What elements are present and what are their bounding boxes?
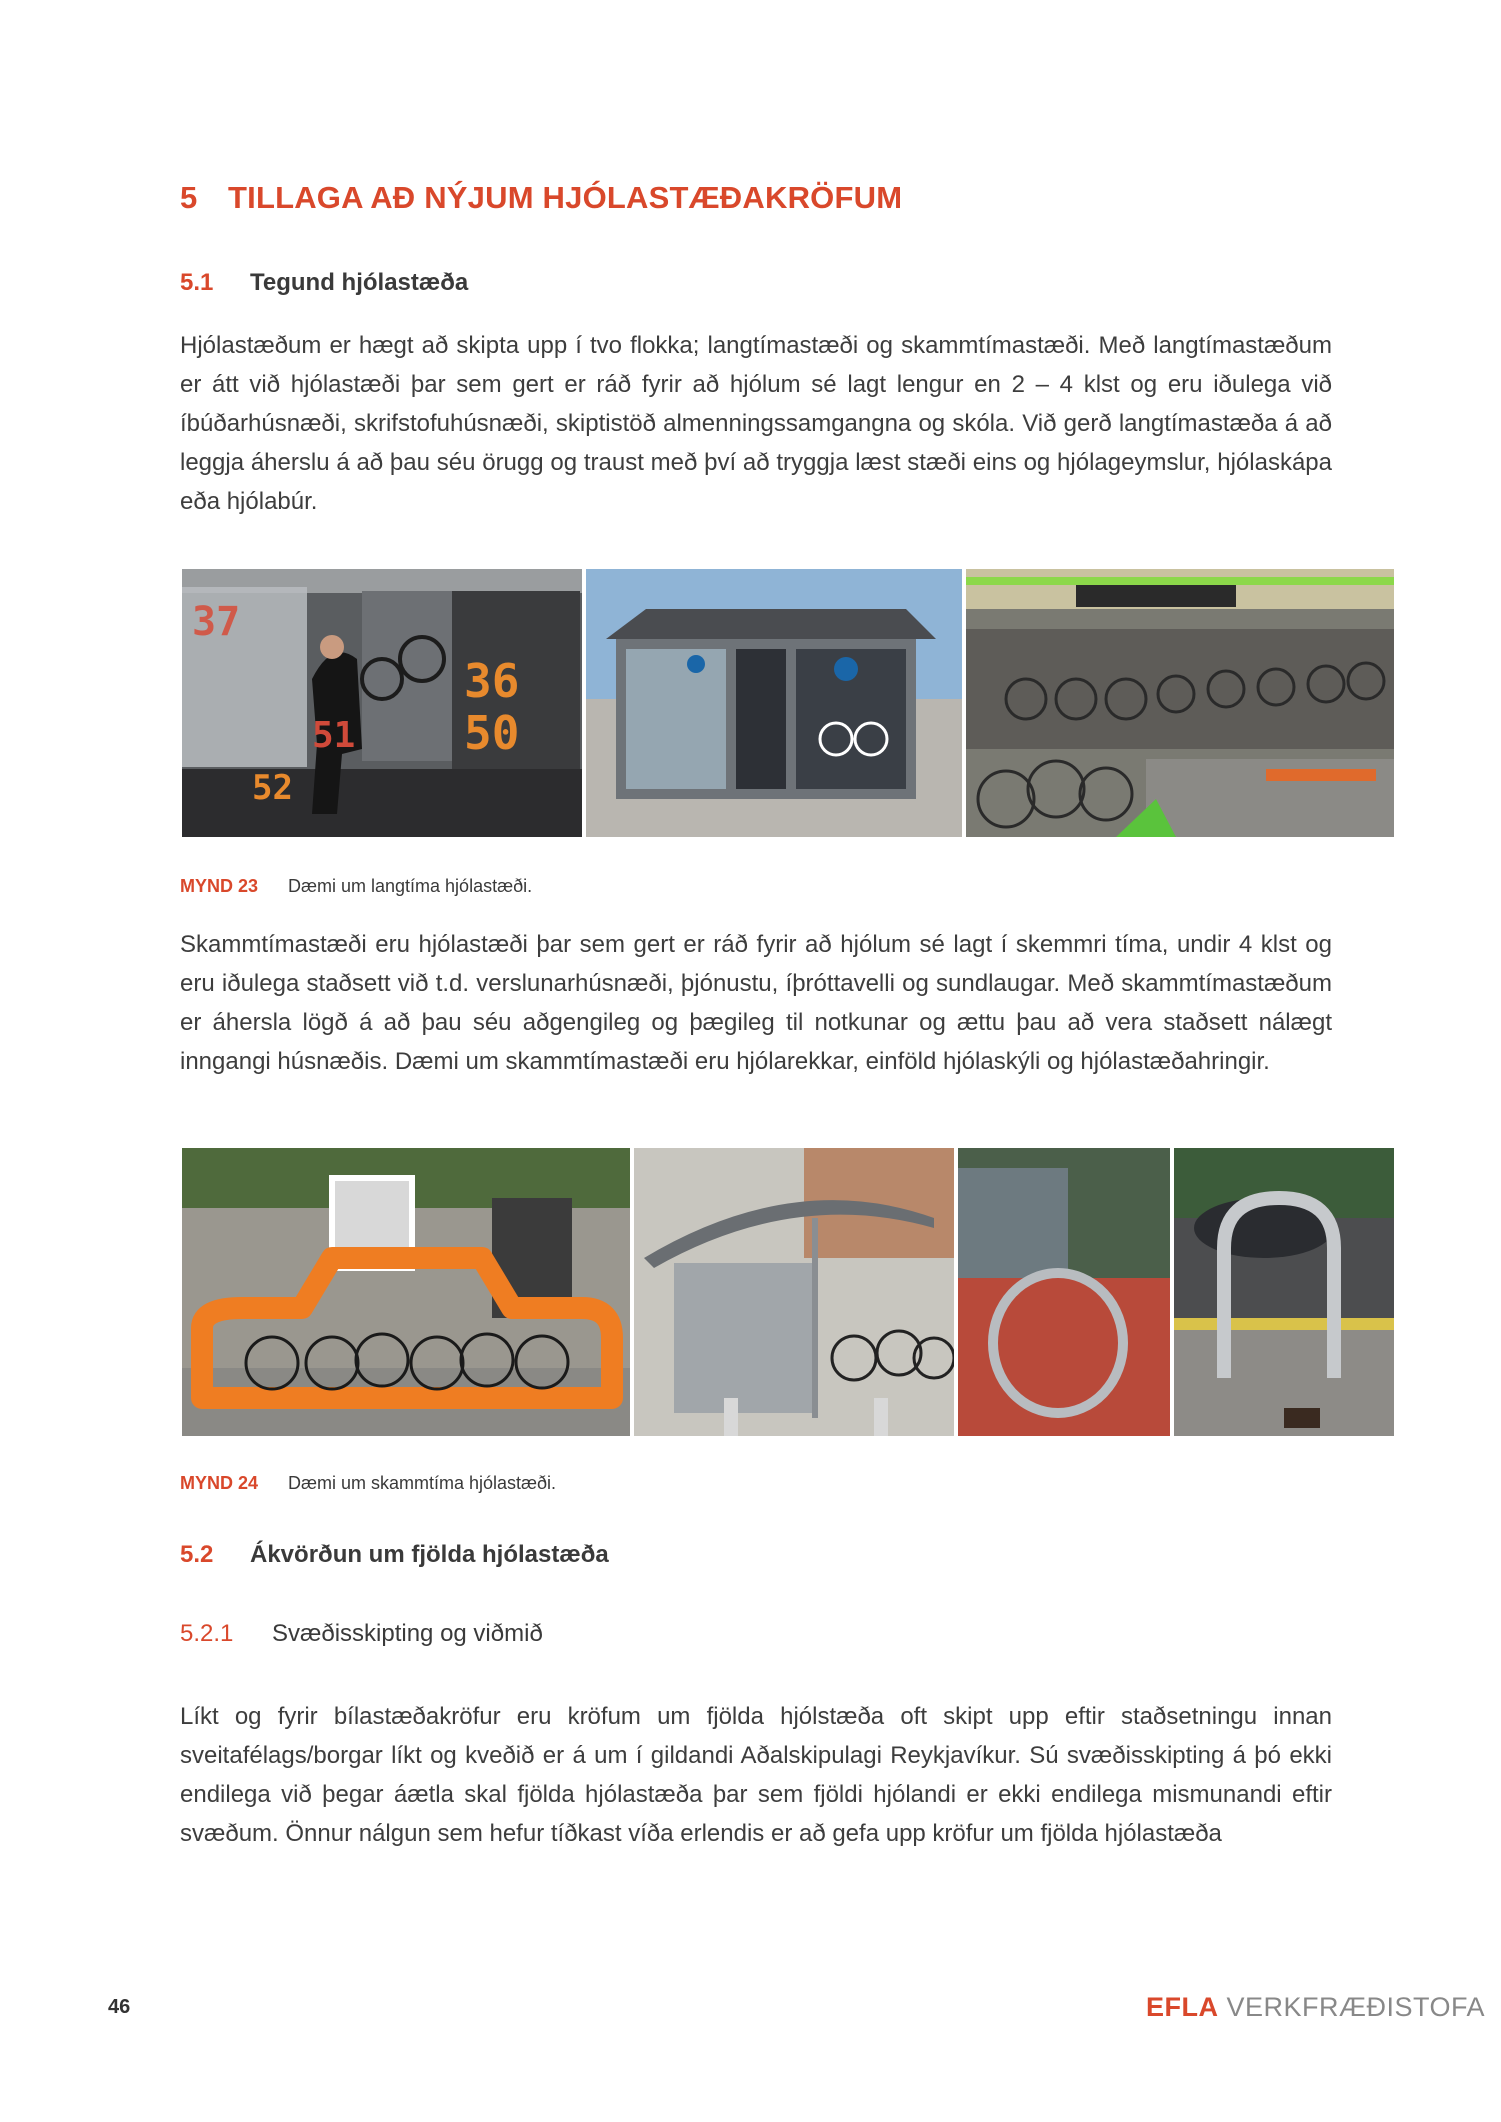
locker-number-50: 50 [464,706,520,760]
bike-shelter-kiosk-photo [586,569,962,837]
logo-brand: EFLA [1146,1992,1219,2022]
subsection-number: 5.2.1 [180,1620,234,1647]
locker-number-51: 51 [312,715,356,756]
u-rack-photo [1174,1148,1394,1436]
section-number: 5.2 [180,1541,214,1568]
bike-parking-garage-photo [966,569,1394,837]
car-shaped-rack-photo [182,1148,630,1436]
paragraph-long-term: Hjólastæðum er hægt að skipta upp í tvo flokka; langtímastæði og skammtímastæði. Með langtímastæðum er átt við hjólastæði þar sem gert er ráð fyrir að hjólum sé lagt lengur en 2 – 4 klst og eru iðulega við íbúðarhúsnæði, skrifstofuhúsnæði, skiptistöð almenningssamgangna og skóla. Við gerð langtímastæða á að leggja áherslu á að þau séu örugg og traust með því að tryggja læst stæði eins og hjólageymslur, hjólaskápa eða hjólabúr. [180,332,1332,515]
logo-suffix: VERKFRÆÐISTOFA [1226,1992,1486,2022]
page-number: 46 [108,1996,131,2018]
figure-label: MYND 24 [180,1473,259,1493]
ring-rack-photo [958,1148,1170,1436]
section-title: Tegund hjólastæða [250,269,469,296]
figure-caption-text: Dæmi um skammtíma hjólastæði. [288,1473,557,1493]
section-number: 5.1 [180,269,214,296]
figure-24-caption [180,1473,556,1494]
figure-label: MYND 23 [180,876,259,896]
section-5-2-heading [180,1541,609,1569]
subsection-title: Svæðisskipting og viðmið [272,1620,543,1647]
figure-23-caption [180,876,532,897]
chapter-title: TILLAGA AÐ NÝJUM HJÓLASTÆÐAKRÖFUM [228,180,903,215]
paragraph-zoning: Líkt og fyrir bílastæðakröfur eru kröfum um fjölda hjólstæða oft skipt upp eftir staðsetningu innan sveitafélags/borgar líkt og kveðið er á um í gildandi Aðalskipulagi Reykjavíkur. Sú svæðisskipting á þó ekki endilega við þegar áætla skal fjölda hjólastæða þar sem fjöldi hjólandi er ekki endilega mismunandi eftir svæðum. Önnur nálgun sem hefur tíðkast víða erlendis er að gefa upp kröfur um fjölda hjólastæða [180,1703,1332,1847]
locker-number-37: 37 [192,599,241,645]
bike-locker-photo [182,569,582,837]
chapter-number: 5 [180,180,198,215]
figure-caption-text: Dæmi um langtíma hjólastæði. [288,876,533,896]
locker-number-36: 36 [464,654,520,708]
locker-number-52: 52 [252,768,293,808]
paragraph-short-term: Skammtímastæði eru hjólastæði þar sem gert er ráð fyrir að hjólum sé lagt í skemmri tíma, undir 4 klst og eru iðulega staðsett við t.d. verslunarhúsnæði, þjónustu, íþróttavelli og sundlaugar. Með skammtímastæðum er áhersla lögð á að þau séu aðgengileg og þægileg til notkunar og ættu þau að vera staðsett nálægt inngangi húsnæðis. Dæmi um skammtímastæði eru hjólarekkar, einföld hjólaskýli og hjólastæðahringir. [180,931,1332,1075]
efla-logo [1146,1992,1485,2023]
section-5-2-1-heading [180,1620,543,1648]
chapter-heading [180,180,902,216]
bike-shelter-photo [634,1148,954,1436]
section-5-1-heading [180,269,468,297]
section-title: Ákvörðun um fjölda hjólastæða [250,1541,609,1568]
